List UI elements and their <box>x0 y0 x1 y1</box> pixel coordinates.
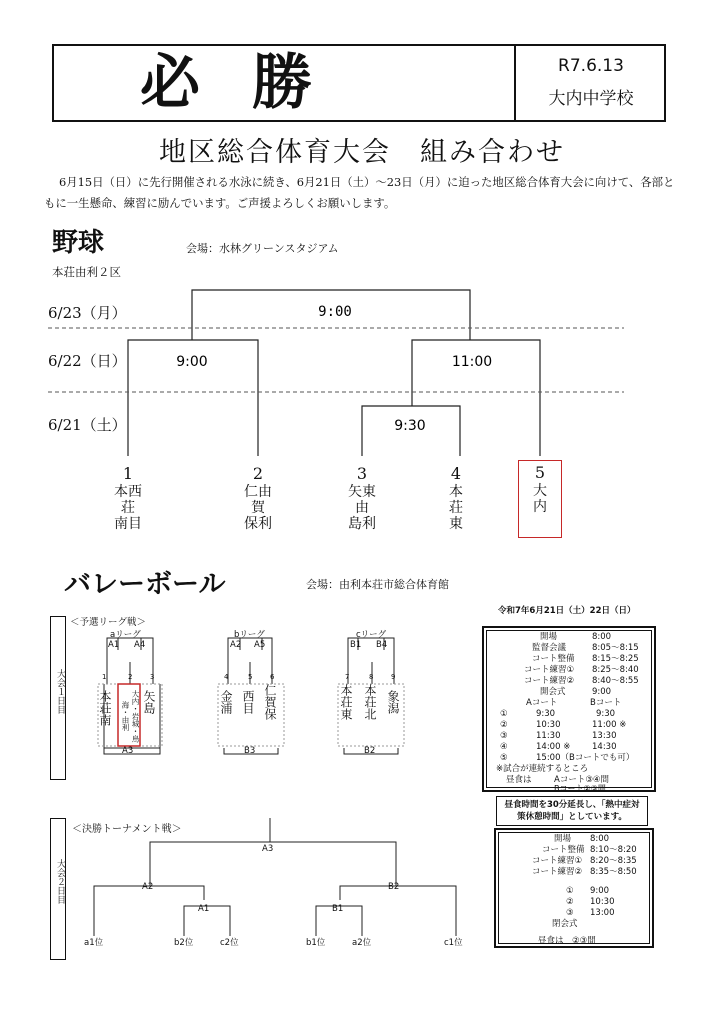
day2-label: 大会２日目 <box>55 859 65 904</box>
schedule-label: コート整備 <box>532 654 575 664</box>
match-b: 11:00 ※ <box>592 720 627 730</box>
schedule-time: 8:00 <box>590 834 610 844</box>
league-c-name: cリーグ <box>356 630 387 640</box>
league-c-num-1: 7 <box>345 673 350 681</box>
match-a: 9:30 <box>536 709 556 719</box>
intro-paragraph: 6月15日（日）に先行開催される水泳に続き、6月21日（土）～23日（月）に迫った地区総合体育大会に向けて、各部ともに一生懸命、練習に励んでいます。ご声援よろしくお願いします。 <box>44 175 675 210</box>
match-no: ③ <box>500 731 508 741</box>
league-c-team-2: 本荘北 <box>363 684 377 720</box>
day2-closing: 閉会式 <box>552 919 578 929</box>
tournament-slot-1: a1位 <box>84 938 104 948</box>
schedule-label: コート練習① <box>524 665 575 675</box>
day1-label: 大会１日目 <box>55 669 65 714</box>
league-b-seed-1: A2 <box>230 640 242 650</box>
match-a: 10:30 <box>536 720 561 730</box>
tournament-slot-2: b2位 <box>174 938 194 948</box>
league-a-num-1: 1 <box>102 673 107 681</box>
team-line: 荘 <box>121 500 135 516</box>
league-b-team-2: 西目 <box>241 690 255 714</box>
baseball-district: 本荘由利２区 <box>52 265 121 279</box>
schedule-label: コート整備 <box>542 845 585 855</box>
schedule-time: 8:40～8:55 <box>592 676 639 686</box>
tournament-top: A3 <box>262 844 274 854</box>
team-line: 島利 <box>348 516 376 532</box>
team-line: 荘 <box>449 500 463 516</box>
schedule-time: 9:00 <box>592 687 612 697</box>
league-c-num-2: 8 <box>369 673 374 681</box>
issue-school: 大内中学校 <box>548 89 634 109</box>
league-c-num-3: 9 <box>391 673 396 681</box>
day2-match-no: ③ <box>566 908 574 918</box>
league-a-name: aリーグ <box>110 630 141 640</box>
team-line: 内 <box>533 499 547 515</box>
team-line: 南目 <box>114 516 142 532</box>
schedule-note: ※試合が連続するところ <box>496 764 589 774</box>
schedule-label: 開場 <box>554 834 572 844</box>
lunch-court-b: Bコート②③間 <box>554 784 606 793</box>
schedule-time: 8:05～8:15 <box>592 643 639 653</box>
lunch-court-a: Aコート③④間 <box>554 775 610 785</box>
league-b-team-1: 金浦 <box>219 690 233 714</box>
league-b-name: bリーグ <box>234 630 265 640</box>
tournament-left-inner: A1 <box>198 904 210 914</box>
league-b-rank: B3 <box>244 746 256 756</box>
issue-date: R7.6.13 <box>558 56 624 76</box>
final-title: ＜決勝トーナメント戦＞ <box>72 824 182 835</box>
league-b-num-1: 4 <box>224 673 229 681</box>
team-number: 2 <box>252 464 264 483</box>
day2-match-no: ② <box>566 897 574 907</box>
time-first-round: 9:30 <box>394 418 426 434</box>
team-line: 本西 <box>114 484 142 500</box>
time-semi-right: 11:00 <box>451 354 493 370</box>
league-c-rank: B2 <box>364 746 376 756</box>
day2-schedule-box <box>494 828 654 948</box>
match-b: 9:30 <box>596 709 616 719</box>
team-number: 1 <box>122 464 134 483</box>
schedule-time: 8:10～8:20 <box>590 845 637 855</box>
tournament-slot-4: b1位 <box>306 938 326 948</box>
baseball-bracket <box>0 0 724 470</box>
match-no: ④ <box>500 742 508 752</box>
tournament-right: B2 <box>388 882 400 892</box>
team-line: 仁由 <box>244 484 272 500</box>
team-line: 本 <box>449 484 463 500</box>
team-line: 東 <box>449 516 463 532</box>
team-number: 4 <box>450 464 462 483</box>
day2-match-no: ① <box>566 886 574 896</box>
match-a: 11:30 <box>536 731 561 741</box>
day-label-621: 6/21（土） <box>48 416 127 434</box>
day-label-622: 6/22（日） <box>48 352 127 370</box>
schedule-time: 8:20～8:35 <box>590 856 637 866</box>
court-b-header: Bコート <box>590 698 622 708</box>
day2-match-time: 9:00 <box>590 886 610 896</box>
baseball-team-1 <box>98 466 158 532</box>
team-number: 3 <box>356 464 368 483</box>
league-a-seed-2: A4 <box>134 640 146 650</box>
schedule-time: 8:25～8:40 <box>592 665 639 675</box>
league-b-team-3: 仁賀保 <box>263 684 277 720</box>
team-line: 大 <box>533 483 547 499</box>
tournament-slot-6: c1位 <box>444 938 463 948</box>
baseball-team-3 <box>332 466 392 532</box>
team-line: 保利 <box>244 516 272 532</box>
schedule-label: 開会式 <box>540 687 566 697</box>
league-a-team-1: 本荘南 <box>98 690 112 726</box>
team-line: 由 <box>355 500 369 516</box>
tournament-slot-5: a2位 <box>352 938 372 948</box>
baseball-team-5-highlight <box>518 460 562 538</box>
time-final: 9:00 <box>318 304 352 320</box>
league-a-num-3: 3 <box>150 673 155 681</box>
baseball-team-2 <box>228 466 288 532</box>
league-a-team-3: 矢島 <box>142 690 156 714</box>
heat-break-notice: 昼食時間を30分延長し、「熱中症対策休憩時間」としています。 <box>496 796 648 826</box>
volleyball-heading: バレーボール <box>64 569 226 600</box>
team-number: 5 <box>534 463 546 482</box>
league-a-team-2: 大内・岩城・鳥海・由利 <box>121 689 140 743</box>
league-c-seed-2: B4 <box>376 640 388 650</box>
team-line: 矢東 <box>348 484 376 500</box>
baseball-team-4 <box>426 466 486 532</box>
volleyball-schedule-title: 令和7年6月21日（土）22日（日） <box>498 606 636 616</box>
time-semi-left: 9:00 <box>176 354 208 370</box>
schedule-time: 8:15～8:25 <box>592 654 639 664</box>
schedule-label: コート練習② <box>524 676 575 686</box>
day2-match-time: 13:00 <box>590 908 615 918</box>
match-no: ⑤ <box>500 753 508 763</box>
day2-lunch: 昼食は ②③間 <box>538 936 596 946</box>
page-title: 地区総合体育大会 組み合わせ <box>159 137 565 168</box>
league-b-seed-2: A5 <box>254 640 266 650</box>
volleyball-venue: 会場：由利本荘市総合体育館 <box>306 578 449 591</box>
lunch-label: 昼食は <box>506 775 532 785</box>
league-a-rank: A3 <box>122 746 134 756</box>
league-c-team-1: 本荘東 <box>339 684 353 720</box>
league-a-num-2: 2 <box>128 673 133 681</box>
tournament-slot-3: c2位 <box>220 938 239 948</box>
league-b-num-3: 6 <box>270 673 275 681</box>
day-label-623: 6/23（月） <box>48 304 127 322</box>
volleyball-diagram <box>0 600 480 970</box>
match-no: ① <box>500 709 508 719</box>
match-no: ② <box>500 720 508 730</box>
day2-match-time: 10:30 <box>590 897 615 907</box>
league-b-num-2: 5 <box>248 673 253 681</box>
schedule-label: 監督会議 <box>532 643 567 653</box>
schedule-label: コート練習① <box>532 856 583 866</box>
league-c-team-3: 象潟 <box>386 690 400 714</box>
league-a-seed-1: A1 <box>108 640 120 650</box>
schedule-label: 開場 <box>540 632 558 642</box>
schedule-time: 8:00 <box>592 632 612 642</box>
masthead-title: 必勝 <box>140 48 364 118</box>
court-a-header: Aコート <box>526 698 558 708</box>
team-line: 賀 <box>251 500 265 516</box>
tournament-right-inner: B1 <box>332 904 344 914</box>
baseball-venue: 会場：水林グリーンスタジアム <box>186 242 339 255</box>
day1-schedule-box <box>482 626 656 792</box>
schedule-time: 8:35～8:50 <box>590 867 637 877</box>
match-b: 13:30 <box>592 731 617 741</box>
match-a: 15:00（Bコートでも可） <box>536 753 635 763</box>
prelim-title: ＜予選リーグ戦＞ <box>70 617 147 628</box>
match-a: 14:00 ※ <box>536 742 571 752</box>
league-c-seed-1: B1 <box>350 640 362 650</box>
tournament-left: A2 <box>142 882 154 892</box>
baseball-heading: 野球 <box>52 228 105 258</box>
match-b: 14:30 <box>592 742 617 752</box>
schedule-label: コート練習② <box>532 867 583 877</box>
